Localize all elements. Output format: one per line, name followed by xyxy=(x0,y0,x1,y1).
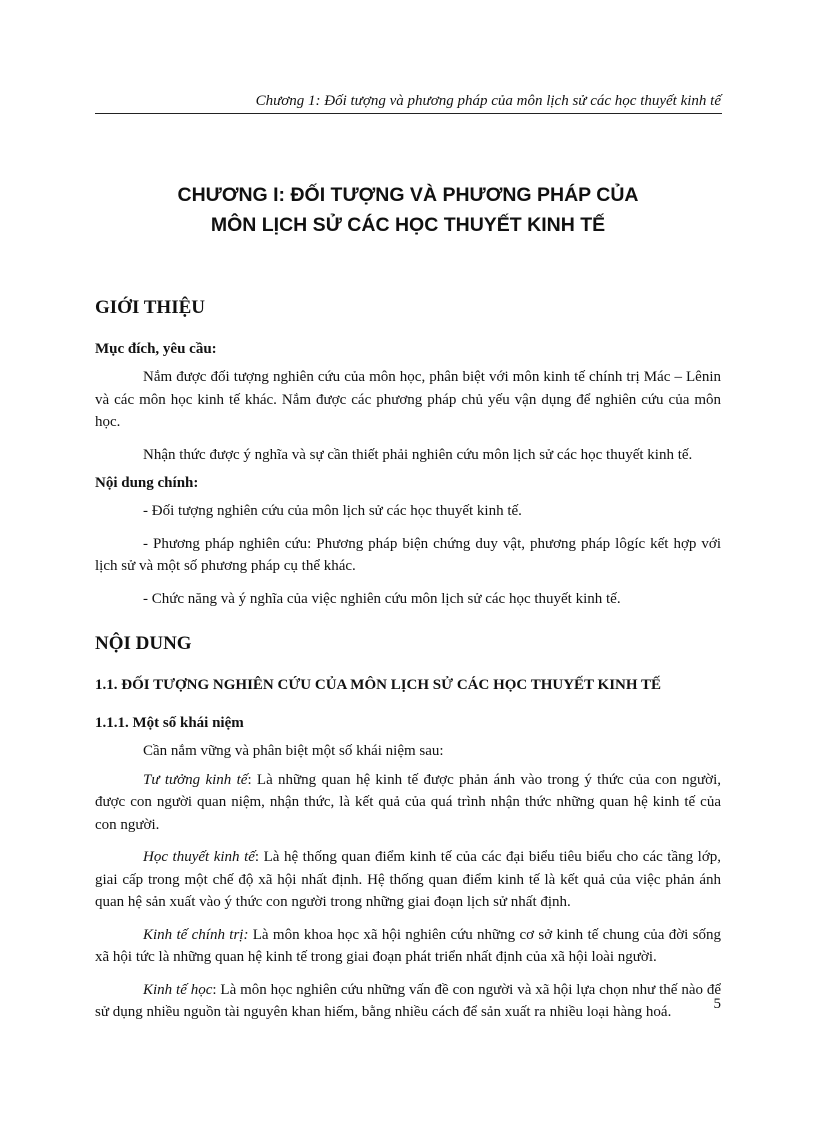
definition-text: : Là hệ thống quan điểm kinh tế của các đại biểu tiêu biểu cho các tầng lớp, giai cấp trong một chế độ xã hội nhất định. Hệ thống quan điểm kinh tế là kết quả của việc phản ánh quan hệ sản xuất vào ý thức con người trong những giai đoạn lịch sử nhất định. xyxy=(95,849,721,910)
section-1-1-1-heading: 1.1.1. Một số khái niệm xyxy=(95,715,244,731)
definition-text: : Là những quan hệ kinh tế được phản ánh vào trong ý thức của con người, được con người quan niệm, nhận thức, là kết quả của quá trình nhận thức những quan hệ kinh tế của con người. xyxy=(95,771,721,833)
purpose-paragraph-1: Nắm được đối tượng nghiên cứu của môn học, phân biệt với môn kinh tế chính trị Mác – Lênin và các môn học kinh tế khác. Nắm được các phương pháp chủ yếu vận dụng để nghiên cứu của môn học. xyxy=(95,369,721,430)
chapter-title-line-1: CHƯƠNG I: ĐỐI TƯỢNG VÀ PHƯƠNG PHÁP CỦA xyxy=(177,184,639,206)
purpose-paragraph-2: Nhận thức được ý nghĩa và sự cần thiết phải nghiên cứu môn lịch sử các học thuyết kinh tế. xyxy=(143,446,693,463)
main-content-item: - Chức năng và ý nghĩa của việc nghiên cứu môn lịch sử các học thuyết kinh tế. xyxy=(143,590,621,607)
running-header: Chương 1: Đối tượng và phương pháp của môn lịch sử các học thuyết kinh tế xyxy=(255,93,721,109)
definition-text: Là môn khoa học xã hội nghiên cứu những cơ sở kinh tế chung của đời sống xã hội tức là những quan hệ kinh tế trong giai đoạn phát triển nhất định của xã hội loài người. xyxy=(95,926,721,965)
definition-paragraph xyxy=(95,924,721,969)
definition-term: Tư tưởng kinh tế xyxy=(143,771,248,788)
main-content-item: - Phương pháp nghiên cứu: Phương pháp biện chứng duy vật, phương pháp lôgíc kết hợp với lịch sử và một số phương pháp cụ thể khác. xyxy=(95,535,721,574)
page-number: 5 xyxy=(713,996,721,1012)
page-body xyxy=(95,296,721,1024)
definition-paragraph xyxy=(95,846,721,914)
definition-term: Học thuyết kinh tế xyxy=(143,849,255,865)
main-content-item: - Đối tượng nghiên cứu của môn lịch sử các học thuyết kinh tế. xyxy=(143,503,522,519)
definition-paragraph xyxy=(95,979,721,1024)
definition-paragraph xyxy=(95,769,721,837)
section-1-1-heading: 1.1. ĐỐI TƯỢNG NGHIÊN CỨU CỦA MÔN LỊCH SỬ CÁC HỌC THUYẾT KINH TẾ xyxy=(95,677,662,693)
content-heading: NỘI DUNG xyxy=(95,633,192,654)
intro-heading: GIỚI THIỆU xyxy=(95,297,205,318)
definition-text: : Là môn học nghiên cứu những vấn đề con người và xã hội lựa chọn như thế nào để sử dụng nhiều nguồn tài nguyên khan hiếm, bằng nhiều cách để sản xuất ra nhiều loại hàng hoá. xyxy=(95,981,721,1020)
chapter-title-line-2: MÔN LỊCH SỬ CÁC HỌC THUYẾT KINH TẾ xyxy=(210,214,606,236)
definition-term: Kinh tế học xyxy=(143,981,213,998)
definitions-lead: Cần nắm vững và phân biệt một số khái niệm sau: xyxy=(143,743,444,759)
chapter-title xyxy=(95,180,721,240)
main-content-label: Nội dung chính: xyxy=(95,475,199,491)
purpose-label: Mục đích, yêu cầu: xyxy=(95,341,217,357)
definition-term: Kinh tế chính trị: xyxy=(143,926,249,943)
header-rule xyxy=(95,113,722,114)
